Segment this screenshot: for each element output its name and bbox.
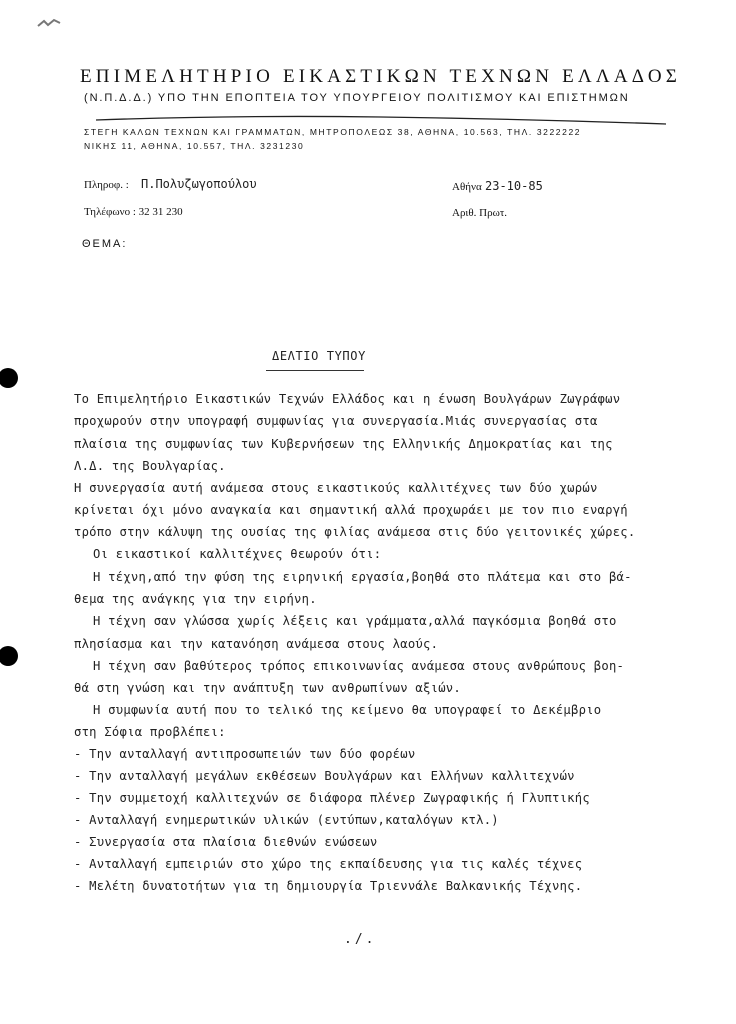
body-line: προχωρούν στην υπογραφή συμφωνίας για συνεργασία.Μιάς συνεργασίας στα (74, 414, 598, 428)
body-line: κρίνεται όχι μόνο αναγκαία και σημαντική αλλά προχωράει με τον πιο εναργή (74, 503, 628, 517)
body-line: θεμα της ανάγκης για την ειρήνη. (74, 592, 317, 606)
page-continuation-marker: ./. (344, 932, 377, 947)
body-line: Η συμφωνία αυτή που το τελικό της κείμενο θα υπογραφεί το Δεκέμβριο (93, 703, 602, 717)
date-value: 23-10-85 (485, 179, 543, 193)
list-item: - Την συμμετοχή καλλιτεχνών σε διάφορα πλένερ Ζωγραφικής ή Γλυπτικής (74, 791, 590, 805)
letterhead-title: ΕΠΙΜΕΛΗΤΗΡΙΟ ΕΙΚΑΣΤΙΚΩΝ ΤΕΧΝΩΝ ΕΛΛΑΔΟΣ (80, 66, 682, 87)
address-line-1: ΣΤΕΓΗ ΚΑΛΩΝ ΤΕΧΝΩΝ ΚΑΙ ΓΡΑΜΜΑΤΩΝ, ΜΗΤΡΟΠΟΛΕΩΣ 38, ΑΘΗΝΑ, 10.563, ΤΗΛ. 3222222 (84, 127, 582, 137)
list-item: - Ανταλλαγή εμπειριών στο χώρο της εκπαίδευσης για τις καλές τέχνες (74, 857, 583, 871)
list-item: - Την ανταλλαγή αντιπροσωπειών των δύο φορέων (74, 747, 416, 761)
body-line: Η συνεργασία αυτή ανάμεσα στους εικαστικούς καλλιτέχνες των δύο χωρών (74, 481, 598, 495)
protocol-label: Αριθ. Πρωτ. (452, 207, 508, 219)
body-line: θά στη γνώση και την ανάπτυξη των ανθρωπίνων αξιών. (74, 681, 461, 695)
heading-underline (266, 370, 364, 371)
body-line: Η τέχνη σαν γλώσσα χωρίς λέξεις και γράμματα,αλλά παγκόσμια βοηθά στο (93, 614, 617, 628)
info-label: Πληροφ. : (84, 179, 129, 191)
list-item: - Ανταλλαγή ενημερωτικών υλικών (εντύπων,καταλόγων κτλ.) (74, 813, 499, 827)
press-release-heading: ΔΕΛΤΙΟ ΤΥΠΟΥ (272, 349, 366, 363)
corner-stain-mark (36, 18, 62, 30)
body-line: Η τέχνη σαν βαθύτερος τρόπος επικοινωνίας ανάμεσα στους ανθρώπους βοη- (93, 659, 625, 673)
body-line: Οι εικαστικοί καλλιτέχνες θεωρούν ότι: (93, 547, 382, 561)
body-line: Η τέχνη,από την φύση της ειρηνική εργασία,βοηθά στο πλάτεμα και στο βά- (93, 570, 632, 584)
body-line: πλησίασμα και την κατανόηση ανάμεσα στους λαούς. (74, 637, 439, 651)
letterhead-divider (96, 114, 666, 126)
letterhead-subtitle: (Ν.Π.Δ.Δ.) ΥΠΟ ΤΗΝ ΕΠΟΠΤΕΙΑ ΤΟΥ ΥΠΟΥΡΓΕΙΟΥ ΠΟΛΙΤΙΣΜΟΥ ΚΑΙ ΕΠΙΣΤΗΜΩΝ (84, 92, 630, 104)
punch-hole (0, 646, 18, 666)
list-item: - Την ανταλλαγή μεγάλων εκθέσεων Βουλγάρων και Ελλήνων καλλιτεχνών (74, 769, 575, 783)
phone-label: Τηλέφωνο : 32 31 230 (84, 206, 183, 218)
city-label: Αθήνα (452, 181, 482, 193)
subject-label: ΘΕΜΑ: (82, 238, 128, 250)
body-line: Το Επιμελητήριο Εικαστικών Τεχνών Ελλάδος και η ένωση Βουλγάρων Ζωγράφων (74, 392, 621, 406)
info-value: Π.Πολυζωγοπούλου (141, 177, 257, 191)
body-line: τρόπο στην κάλυψη της ουσίας της φιλίας ανάμεσα στις δύο γειτονικές χώρες. (74, 525, 636, 539)
list-item: - Μελέτη δυνατοτήτων για τη δημιουργία Τριεννάλε Βαλκανικής Τέχνης. (74, 879, 583, 893)
list-item: - Συνεργασία στα πλαίσια διεθνών ενώσεων (74, 835, 378, 849)
punch-hole (0, 368, 18, 388)
body-line: Λ.Δ. της Βουλγαρίας. (74, 459, 226, 473)
address-line-2: ΝΙΚΗΣ 11, ΑΘΗΝΑ, 10.557, ΤΗΛ. 3231230 (84, 141, 305, 151)
body-line: πλαίσια της συμφωνίας των Κυβερνήσεων της Ελληνικής Δημοκρατίας και της (74, 437, 613, 451)
body-line: στη Σόφια προβλέπει: (74, 725, 226, 739)
